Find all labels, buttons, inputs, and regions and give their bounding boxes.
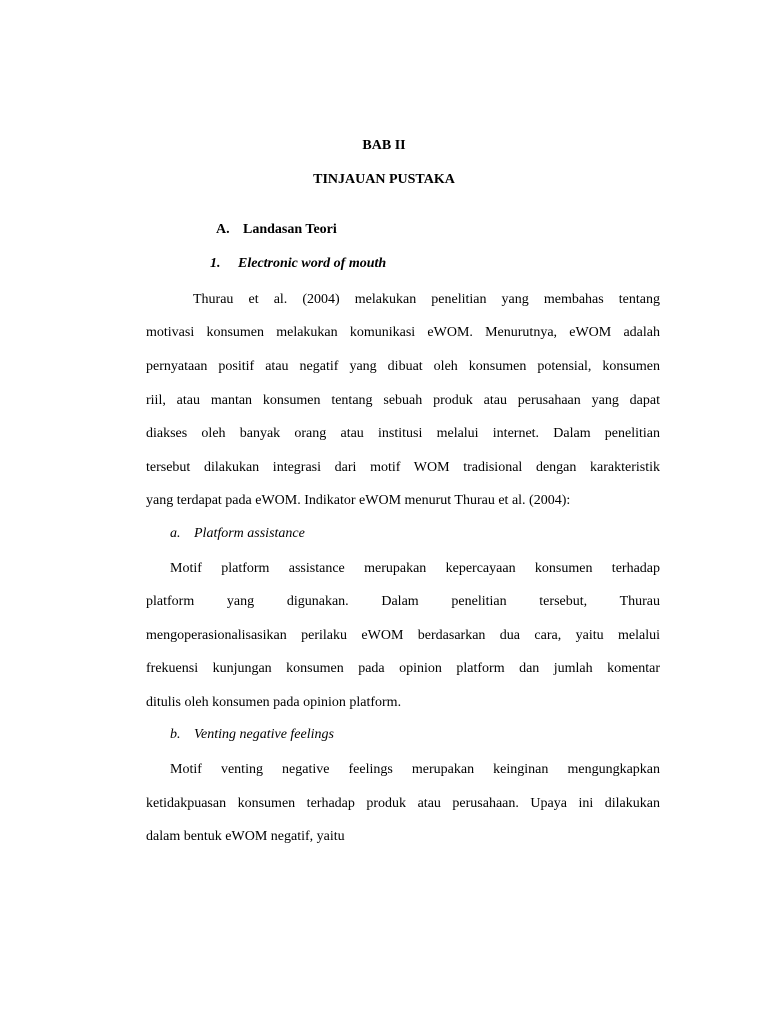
section-marker: A.: [216, 222, 230, 237]
item-a-heading: [170, 526, 305, 542]
subsection-marker: 1.: [210, 256, 221, 271]
paragraph2-line: Motif platform assistance merupakan kepercayaan konsumen terhadap: [170, 561, 660, 576]
item-b-heading: [170, 727, 334, 743]
subsection-title: Electronic word of mouth: [238, 256, 387, 271]
paragraph1-line: pernyataan positif atau negatif yang dibuat oleh konsumen potensial, konsumen: [146, 359, 660, 374]
paragraph1-line: yang terdapat pada eWOM. Indikator eWOM menurut Thurau et al. (2004):: [146, 493, 571, 508]
paragraph2-line: platform yang digunakan. Dalam penelitian tersebut, Thurau: [146, 594, 660, 609]
paragraph3-line: dalam bentuk eWOM negatif, yaitu: [146, 829, 345, 844]
paragraph2-line: frekuensi kunjungan konsumen pada opinion platform dan jumlah komentar: [146, 661, 660, 676]
item-b-title: Venting negative feelings: [194, 727, 334, 742]
paragraph3-line: ketidakpuasan konsumen terhadap produk atau perusahaan. Upaya ini dilakukan: [146, 796, 660, 811]
section-title: Landasan Teori: [243, 222, 337, 237]
paragraph3-line: Motif venting negative feelings merupakan keinginan mengungkapkan: [170, 762, 660, 777]
chapter-label: BAB II: [362, 138, 406, 153]
subsection-heading: [210, 256, 386, 272]
paragraph1-line: riil, atau mantan konsumen tentang sebuah produk atau perusahaan yang dapat: [146, 393, 660, 408]
item-b-marker: b.: [170, 727, 181, 742]
section-heading: [216, 222, 337, 238]
paragraph2-line: mengoperasionalisasikan perilaku eWOM berdasarkan dua cara, yaitu melalui: [146, 628, 660, 643]
item-a-title: Platform assistance: [194, 526, 305, 541]
paragraph1-line: motivasi konsumen melakukan komunikasi eWOM. Menurutnya, eWOM adalah: [146, 325, 660, 340]
item-a-marker: a.: [170, 526, 181, 541]
paragraph2-line: ditulis oleh konsumen pada opinion platform.: [146, 695, 402, 710]
paragraph1-line: tersebut dilakukan integrasi dari motif WOM tradisional dengan karakteristik: [146, 460, 660, 475]
paragraph1-line: Thurau et al. (2004) melakukan penelitian yang membahas tentang: [193, 292, 660, 307]
chapter-title: TINJAUAN PUSTAKA: [313, 172, 455, 187]
paragraph1-line: diakses oleh banyak orang atau institusi melalui internet. Dalam penelitian: [146, 426, 660, 441]
